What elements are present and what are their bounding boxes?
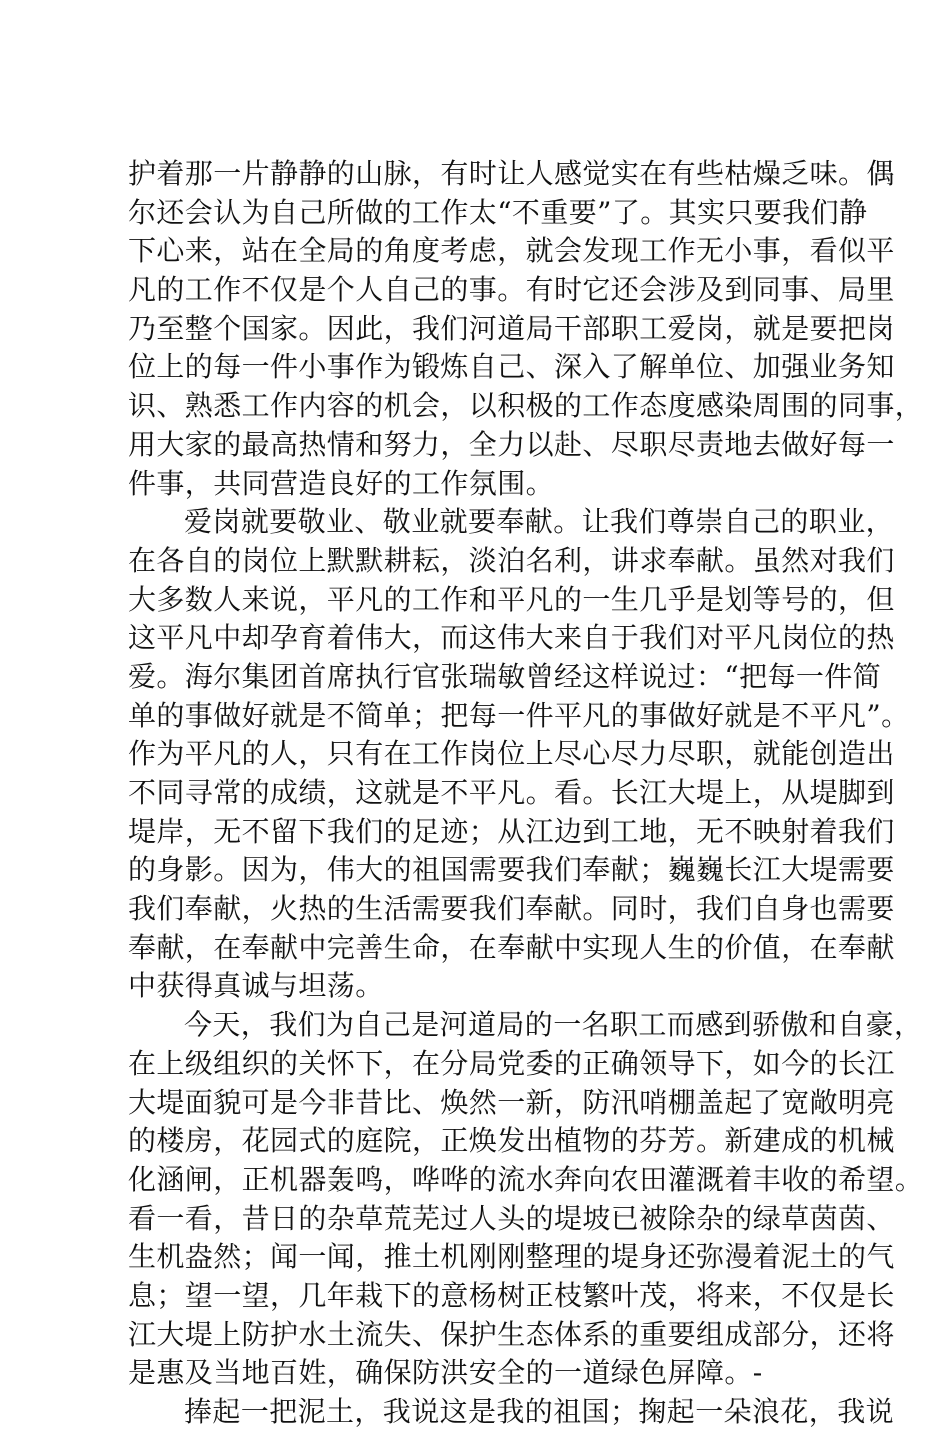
text-line: 下心来，站在全局的角度考虑，就会发现工作无小事，看似平 [128,234,895,268]
text-line: 作为平凡的人，只有在工作岗位上尽心尽力尽职，就能创造出 [128,737,895,771]
text-line: 息；望一望，几年栽下的意杨树正枝繁叶茂，将来，不仅是长 [128,1278,895,1312]
text-line: 识、熟悉工作内容的机会，以积极的工作态度感染周围的同事， [128,389,924,423]
paragraph-4 [128,1393,895,1432]
text-line: 的楼房，花园式的庭院，正焕发出植物的芬芳。新建成的机械 [128,1124,895,1158]
text-line: 爱岗就要敬业、敬业就要奉献。让我们尊崇自己的职业， [184,505,895,539]
text-line: 中获得真诚与坦荡。 [128,969,384,1003]
text-line: 护着那一片静静的山脉，有时让人感觉实在有些枯燥乏味。偶 [128,157,895,190]
document-body [128,155,924,1432]
text-line: 江大堤上防护水土流失、保护生态体系的重要组成部分，还将 [128,1317,895,1351]
text-line: 这平凡中却孕育着伟大，而这伟大来自于我们对平凡岗位的热 [128,621,895,655]
paragraph-1 [128,155,924,503]
paragraph-3 [128,1006,924,1393]
text-line: 尔还会认为自己所做的工作太“不重要”了。其实只要我们静 [128,195,868,229]
text-line: 今天，我们为自己是河道局的一名职工而感到骄傲和自豪， [184,1008,923,1042]
text-line: 在上级组织的关怀下，在分局党委的正确领导下，如今的长江 [128,1046,895,1080]
text-line: 堤岸，无不留下我们的足迹；从江边到工地，无不映射着我们 [128,814,895,848]
text-line: 大堤面貌可是今非昔比、焕然一新，防汛哨棚盖起了宽敞明亮 [128,1085,895,1119]
text-line: 在各自的岗位上默默耕耘，淡泊名利，讲求奉献。虽然对我们 [128,543,895,577]
text-line: 的身影。因为，伟大的祖国需要我们奉献；巍巍长江大堤需要 [128,853,895,887]
text-line: 我们奉献，火热的生活需要我们奉献。同时，我们自身也需要 [128,892,895,926]
text-line: 凡的工作不仅是个人自己的事。有时它还会涉及到同事、局里 [128,273,895,307]
text-line: 化涵闸，正机器轰鸣，哗哗的流水奔向农田灌溉着丰收的希望。 [128,1162,924,1196]
text-line: 爱。海尔集团首席执行官张瑞敏曾经这样说过：“把每一件简 [128,659,882,693]
text-line: 是惠及当地百姓，确保防洪安全的一道绿色屏障。- [128,1356,763,1390]
text-line: 生机盎然；闻一闻，推土机刚刚整理的堤身还弥漫着泥土的气 [128,1240,895,1274]
text-line: 不同寻常的成绩，这就是不平凡。看。长江大堤上，从堤脚到 [128,776,895,809]
text-line: 单的事做好就是不简单；把每一件平凡的事做好就是不平凡”。 [128,698,910,732]
text-line: 看一看，昔日的杂草荒芜过人头的堤坡已被除杂的绿草茵茵、 [128,1201,895,1235]
text-line: 捧起一把泥土，我说这是我的祖国；掬起一朵浪花，我说 [184,1395,895,1428]
text-line: 件事，共同营造良好的工作氛围。 [128,466,555,500]
text-line: 位上的每一件小事作为锻炼自己、深入了解单位、加强业务知 [128,350,895,384]
paragraph-2 [128,503,910,1006]
text-line: 奉献，在奉献中完善生命，在奉献中实现人生的价值，在奉献 [128,930,895,964]
text-line: 大多数人来说，平凡的工作和平凡的一生几乎是划等号的，但 [128,582,895,616]
text-line: 用大家的最高热情和努力，全力以赴、尽职尽责地去做好每一 [128,427,895,461]
text-line: 乃至整个国家。因此，我们河道局干部职工爱岗，就是要把岗 [128,311,895,345]
